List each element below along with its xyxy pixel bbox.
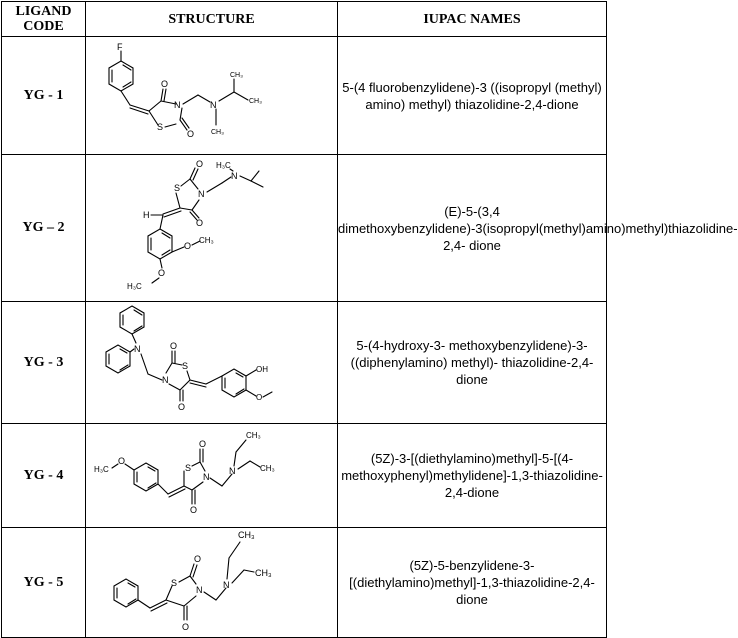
atom-label: O — [178, 402, 186, 412]
atom-label: CH₃ — [246, 431, 261, 440]
iupac-name: (E)-5-(3,4 dimethoxybenzylidene)-3(isopropyl(methyl)amino)methyl)thiazolidine-2,4- dione — [338, 155, 607, 302]
atom-label: O — [184, 241, 192, 251]
structure-cell — [86, 424, 338, 528]
atom-label: O — [187, 129, 195, 139]
atom-label: OH — [256, 365, 268, 374]
atom-label: N — [203, 472, 210, 482]
atom-label: H₃C — [94, 465, 109, 474]
atom-label: O — [190, 505, 198, 515]
atom-label: H₃C — [127, 282, 142, 291]
structure-yg1 — [86, 37, 338, 154]
atom-label: S — [157, 122, 164, 132]
header-structure: STRUCTURE — [86, 2, 338, 37]
atom-label: O — [170, 341, 178, 351]
atom-label: O — [196, 159, 204, 169]
header-row — [2, 2, 607, 37]
atom-label: N — [196, 585, 203, 595]
atom-label: O — [161, 79, 169, 89]
atom-label: CH₃ — [238, 530, 255, 540]
atom-label: O — [158, 268, 166, 278]
iupac-name: 5-(4 fluorobenzylidene)-3 ((isopropyl (methyl) amino) methyl) thiazolidine-2,4-dione — [338, 37, 607, 155]
atom-label: S — [182, 361, 189, 371]
atom-label: O — [182, 622, 190, 632]
atom-label: CH₃ — [211, 129, 224, 136]
atom-label: N — [174, 100, 181, 110]
atom-label: N — [134, 344, 141, 354]
iupac-name: (5Z)-5-benzylidene-3-[(diethylamino)methyl]-1,3-thiazolidine-2,4-dione — [338, 528, 607, 638]
structure-yg3 — [86, 302, 338, 423]
structure-cell — [86, 155, 338, 302]
atom-label: N — [229, 466, 236, 476]
structure-cell — [86, 528, 338, 638]
atom-label: N — [162, 375, 169, 385]
atom-label: S — [174, 183, 181, 193]
atom-label: S — [171, 578, 178, 588]
atom-label: H — [143, 210, 150, 220]
iupac-name: (5Z)-3-[(diethylamino)methyl]-5-[(4-methoxyphenyl)methylidene]-1,3-thiazolidine-2,4-dione — [338, 424, 607, 528]
ligand-code: YG - 5 — [2, 528, 86, 638]
iupac-name: 5-(4-hydroxy-3- methoxybenzylidene)-3-((diphenylamino) methyl)- thiazolidine-2,4-dione — [338, 302, 607, 424]
atom-label: O — [196, 218, 204, 228]
header-ligand-code: LIGAND CODE — [2, 2, 86, 37]
table-row — [2, 424, 607, 528]
atom-label: O — [118, 456, 126, 466]
atom-label: N — [223, 580, 230, 590]
atom-label: N — [198, 189, 205, 199]
atom-label: S — [185, 463, 192, 473]
ligand-code: YG - 1 — [2, 37, 86, 155]
ligand-table — [1, 1, 738, 638]
structure-cell — [86, 302, 338, 424]
table-row — [2, 155, 607, 302]
ligand-code: YG - 4 — [2, 424, 86, 528]
structure-yg5 — [86, 528, 338, 637]
atom-label: H₃C — [216, 161, 231, 170]
atom-label: O — [194, 554, 202, 564]
atom-label: O — [199, 439, 207, 449]
atom-label: N — [210, 100, 217, 110]
table-row — [2, 302, 607, 424]
structure-yg4 — [86, 424, 338, 527]
atom-label: CH₃ — [199, 236, 214, 245]
structure-yg2 — [86, 155, 338, 301]
table-row — [2, 528, 607, 638]
atom-label: N — [231, 171, 238, 181]
atom-label: CH₃ — [249, 98, 262, 105]
ligand-code: YG - 3 — [2, 302, 86, 424]
atom-label: F — [117, 42, 123, 52]
atom-label: CH₃ — [230, 72, 243, 79]
atom-label: CH₃ — [260, 464, 275, 473]
ligand-code: YG – 2 — [2, 155, 86, 302]
table-row — [2, 37, 607, 155]
header-iupac-names: IUPAC NAMES — [338, 2, 607, 37]
atom-label: O — [256, 393, 263, 402]
atom-label: CH₃ — [255, 568, 272, 578]
structure-cell — [86, 37, 338, 155]
